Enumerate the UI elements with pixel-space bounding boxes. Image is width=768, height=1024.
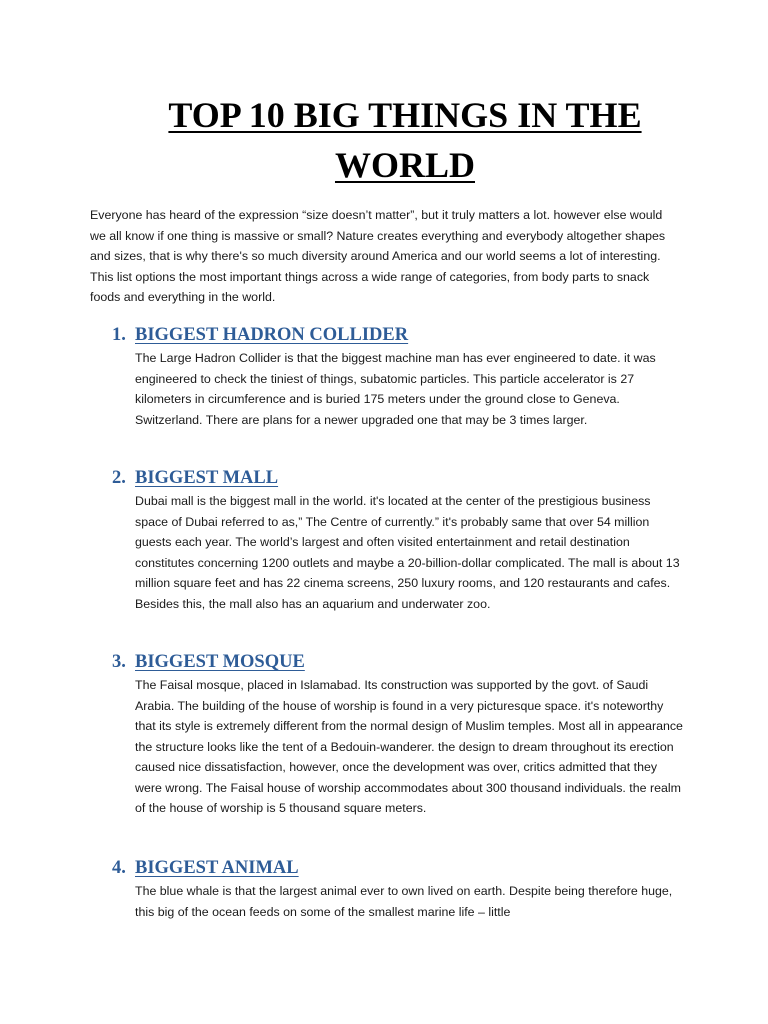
section-body: Dubai mall is the biggest mall in the world. it's located at the center of the prestigious business space of Dubai referred to as,” The Centre of currently.” it's probably same that over 54 million guests each year. The world’s largest and often visited entertainment and retail destination constitutes concerning 1200 outlets and maybe a 20-billion-dollar complicated. The mall is about 13 million square feet and has 22 cinema screens, 250 luxury rooms, and 120 restaurants and cafes. Besides this, the mall also has an aquarium and underwater zoo.	[135, 494, 680, 611]
document-title-text: TOP 10 BIG THINGS IN THE WORLD	[168, 95, 642, 185]
section-item	[112, 465, 692, 614]
section-number: 2.	[112, 468, 126, 488]
section-heading-text: BIGGEST ANIMAL	[135, 858, 299, 878]
section-item	[112, 649, 692, 819]
section-heading	[112, 465, 692, 491]
section-item	[112, 855, 692, 922]
section-number: 3.	[112, 652, 126, 672]
section-heading-text: BIGGEST MOSQUE	[135, 652, 305, 672]
section-number: 4.	[112, 858, 126, 878]
section-body: The Faisal mosque, placed in Islamabad. Its construction was supported by the govt. of Saudi Arabia. The building of the house of worship is found in a very picturesque space. it's noteworthy that its style is extremely different from the normal design of Muslim temples. Most all in appearance the structure looks like the tent of a Bedouin-wanderer. the design to dream throughout its erection caused nice dissatisfaction, however, once the development was over, critics admitted that they were wrong. The Faisal house of worship accommodates about 300 thousand individuals. the realm of the house of worship is 5 thousand square meters.	[135, 678, 683, 815]
section-body: The Large Hadron Collider is that the biggest machine man has ever engineered to date. it was engineered to check the tiniest of things, subatomic particles. This particle accelerator is 27 kilometers in circumference and is buried 175 meters under the ground close to Geneva. Switzerland. There are plans for a newer upgraded one that may be 3 times larger.	[135, 351, 656, 427]
section-item	[112, 322, 692, 430]
intro-paragraph: Everyone has heard of the expression “size doesn’t matter”, but it truly matters a lot. however else would we all know if one thing is massive or small? Nature creates everything and everybody altogether shapes and sizes, that is why there's so much diversity around America and our world seems a lot of interesting. This list options the most important things across a wide range of categories, from body parts to snack foods and everything in the world.	[90, 208, 666, 304]
section-heading	[112, 649, 692, 675]
section-heading-text: BIGGEST HADRON COLLIDER	[135, 325, 409, 345]
section-heading	[112, 322, 692, 348]
document-title	[100, 90, 710, 190]
section-heading	[112, 855, 692, 881]
section-heading-text: BIGGEST MALL	[135, 468, 279, 488]
section-number: 1.	[112, 325, 126, 345]
section-body: The blue whale is that the largest animal ever to own lived on earth. Despite being therefore huge, this big of the ocean feeds on some of the smallest marine life – little	[135, 884, 673, 919]
